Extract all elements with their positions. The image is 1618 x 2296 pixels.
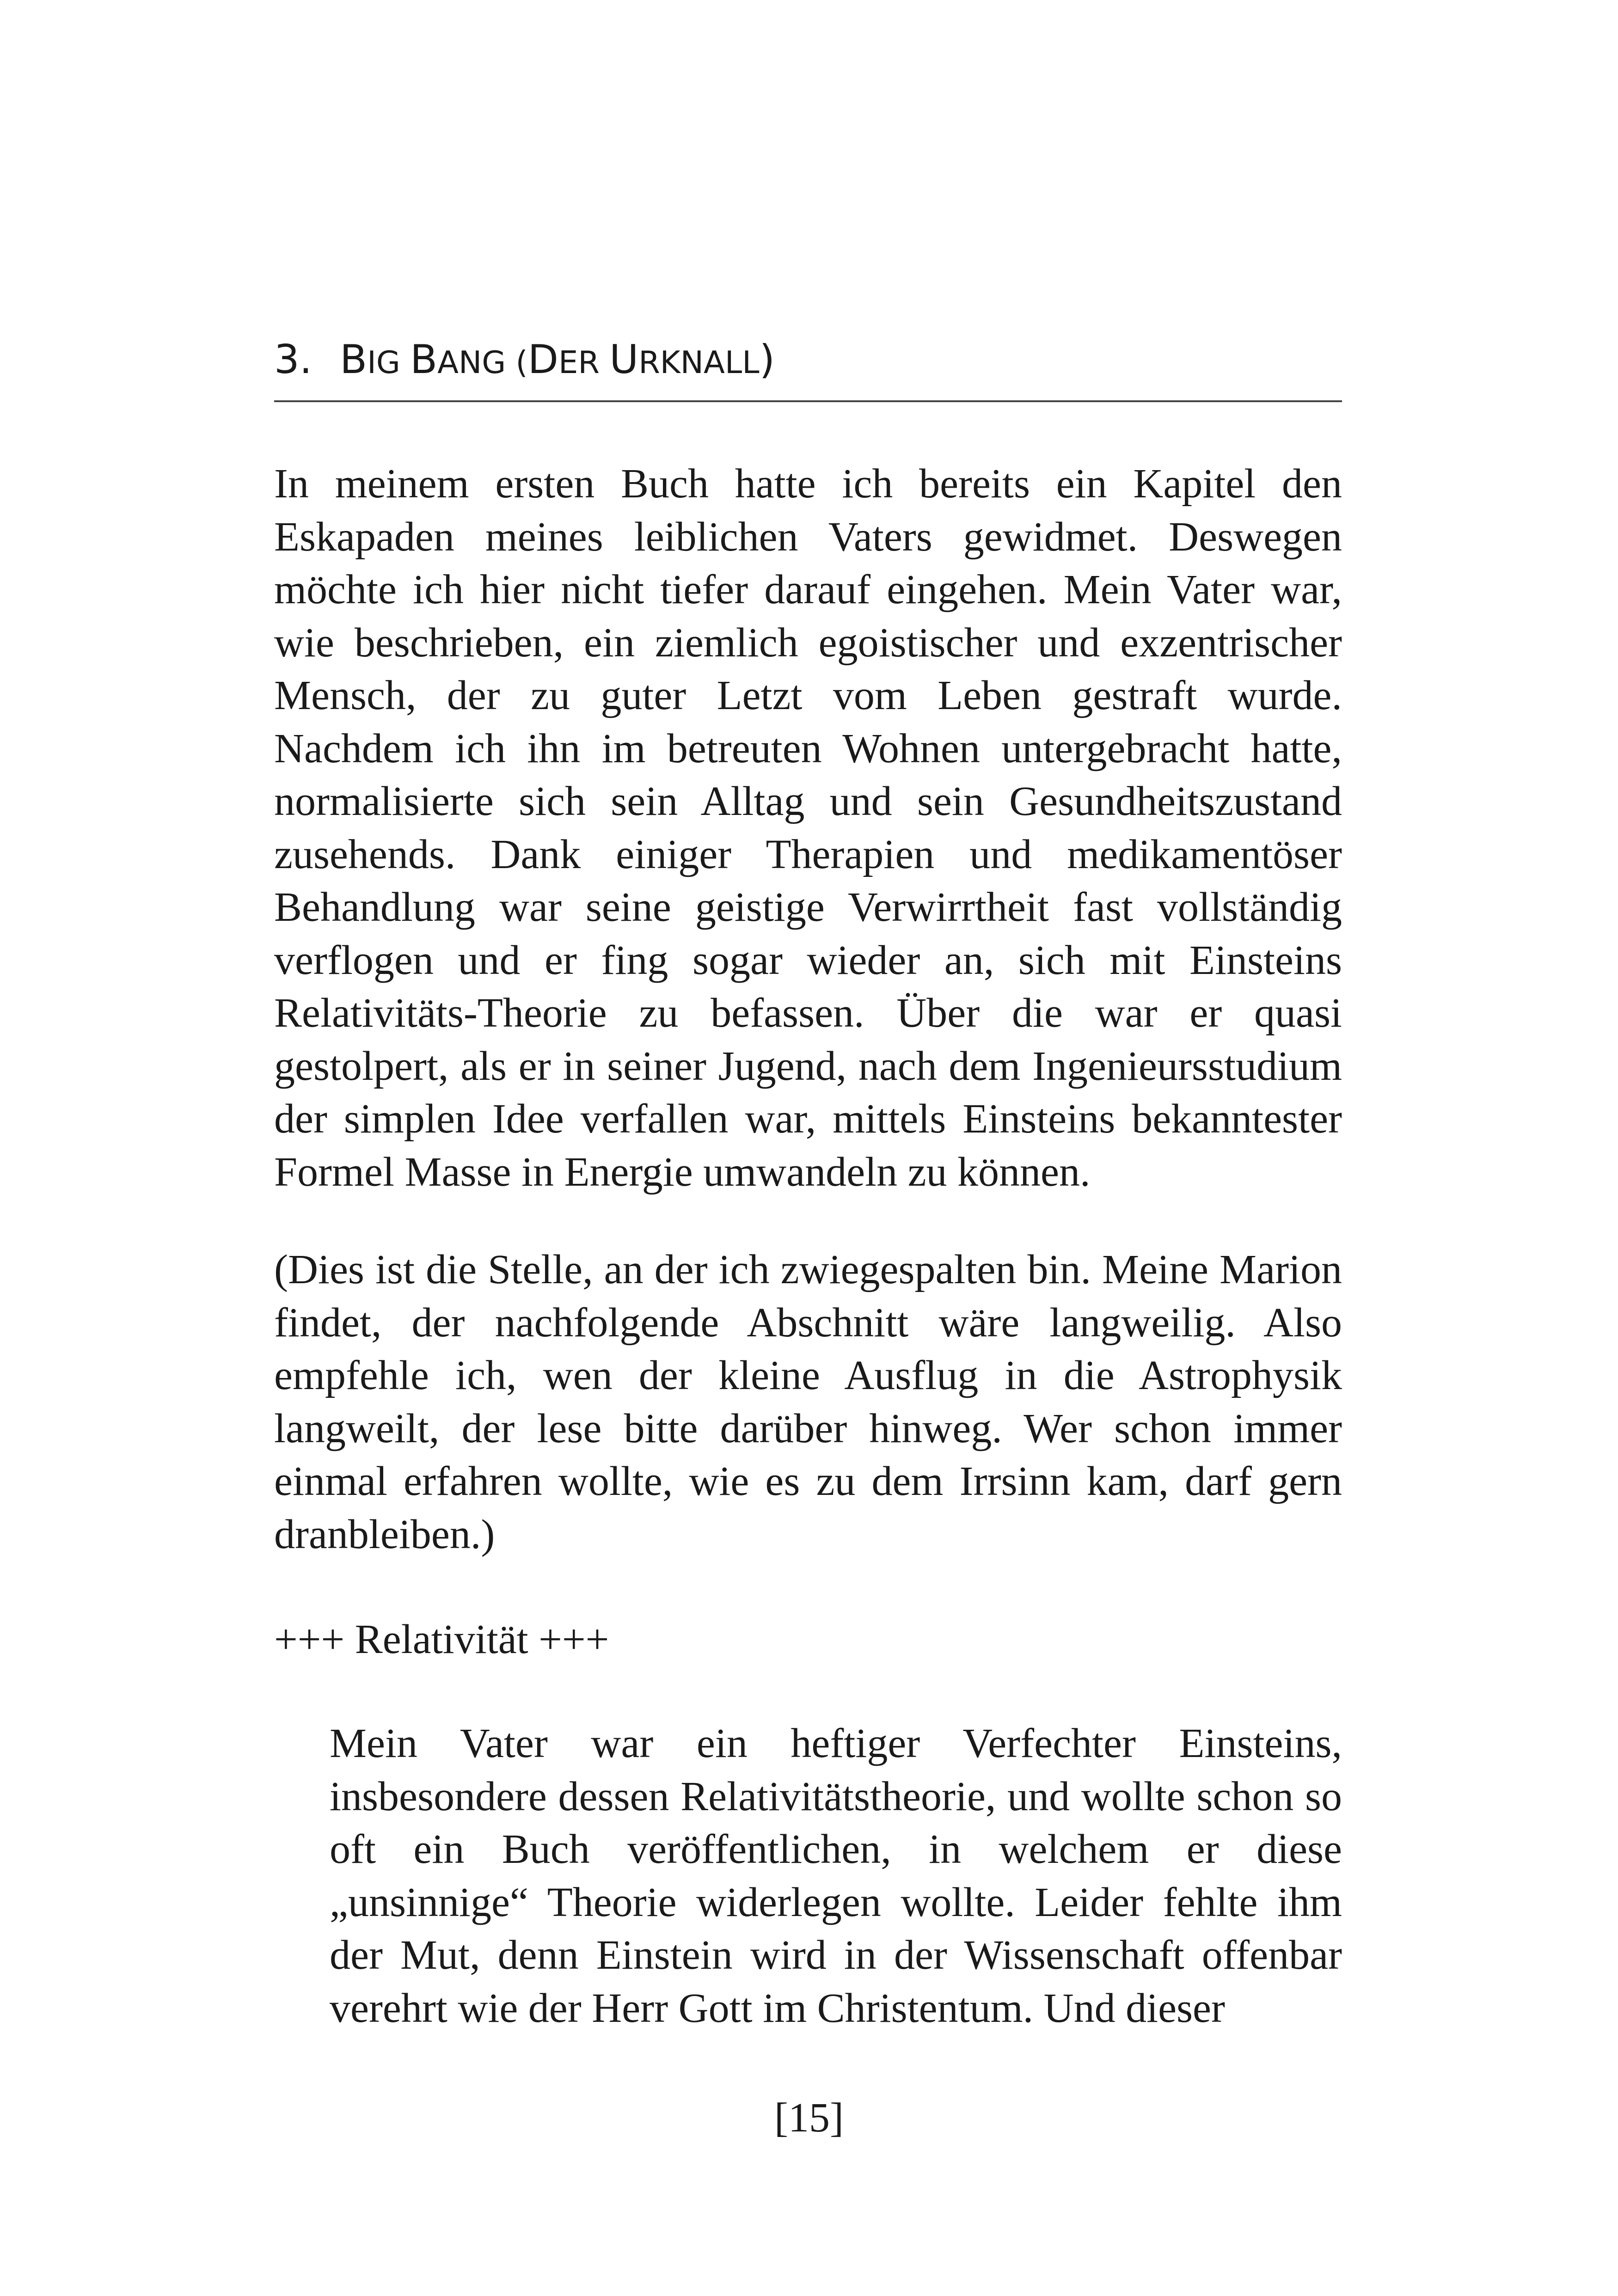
chapter-number: 3. xyxy=(274,337,313,383)
title-rest: RKNALL xyxy=(638,344,760,380)
title-rest: ER xyxy=(558,344,610,380)
section-marker: +++ Relativität +++ xyxy=(274,1616,609,1662)
chapter-title xyxy=(340,337,775,383)
heading-underline xyxy=(274,400,1342,402)
title-initial: U xyxy=(609,337,639,383)
title-rest: IG xyxy=(367,344,411,380)
title-closing: ) xyxy=(759,337,775,383)
page-number: [15] xyxy=(774,2095,844,2141)
body-paragraph: (Dies ist die Stelle, an der ich zwiegespalten bin. Meine Marion findet, der nachfolgende Abschnitt wäre langweilig. Also empfehle ich, wen der kleine Ausflug in die Astrophysik langweilt, der lese bitte darüber hinweg. Wer schon immer einmal erfahren wollte, wie es zu dem Irrsinn kam, darf gern dranbleiben.) xyxy=(274,1247,1342,1557)
title-initial: D xyxy=(527,337,558,383)
chapter-heading xyxy=(274,332,1342,390)
title-initial: B xyxy=(340,337,368,383)
body-paragraph: In meinem ersten Buch hatte ich bereits ein Kapitel den Eskapaden meines leiblichen Vaters gewidmet. Deswegen möchte ich hier nicht tiefer darauf eingehen. Mein Vater war, wie beschrieben, ein ziemlich egoistischer und exzentrischer Mensch, der zu guter Letzt vom Leben gestraft wurde. Nachdem ich ihn im betreuten Wohnen untergebracht hatte, normalisierte sich sein Alltag und sein Gesundheitszustand zusehends. Dank einiger Therapien und medikamentöser Behandlung war seine geistige Verwirrtheit fast vollständig verflogen und er fing sogar wieder an, sich mit Einsteins Relativitäts-Theorie zu befassen. Über die war er quasi gestolpert, als er in seiner Jugend, nach dem Ingenieursstudium der simplen Idee verfallen war, mittels Einsteins bekanntester Formel Masse in Energie umwandeln zu können. xyxy=(274,461,1342,1195)
title-initial: B xyxy=(410,337,438,383)
indented-paragraph: Mein Vater war ein heftiger Verfechter Einsteins, insbesondere dessen Relativitätstheorie, und wollte schon so oft ein Buch veröffentlichen, in welchem er diese „unsinnige“ Theorie widerlegen wollte. Leider fehlte ihm der Mut, denn Einstein wird in der Wissenschaft offenbar verehrt wie der Herr Gott im Christentum. Und dieser xyxy=(330,1720,1342,2031)
title-rest: ANG ( xyxy=(437,344,528,380)
